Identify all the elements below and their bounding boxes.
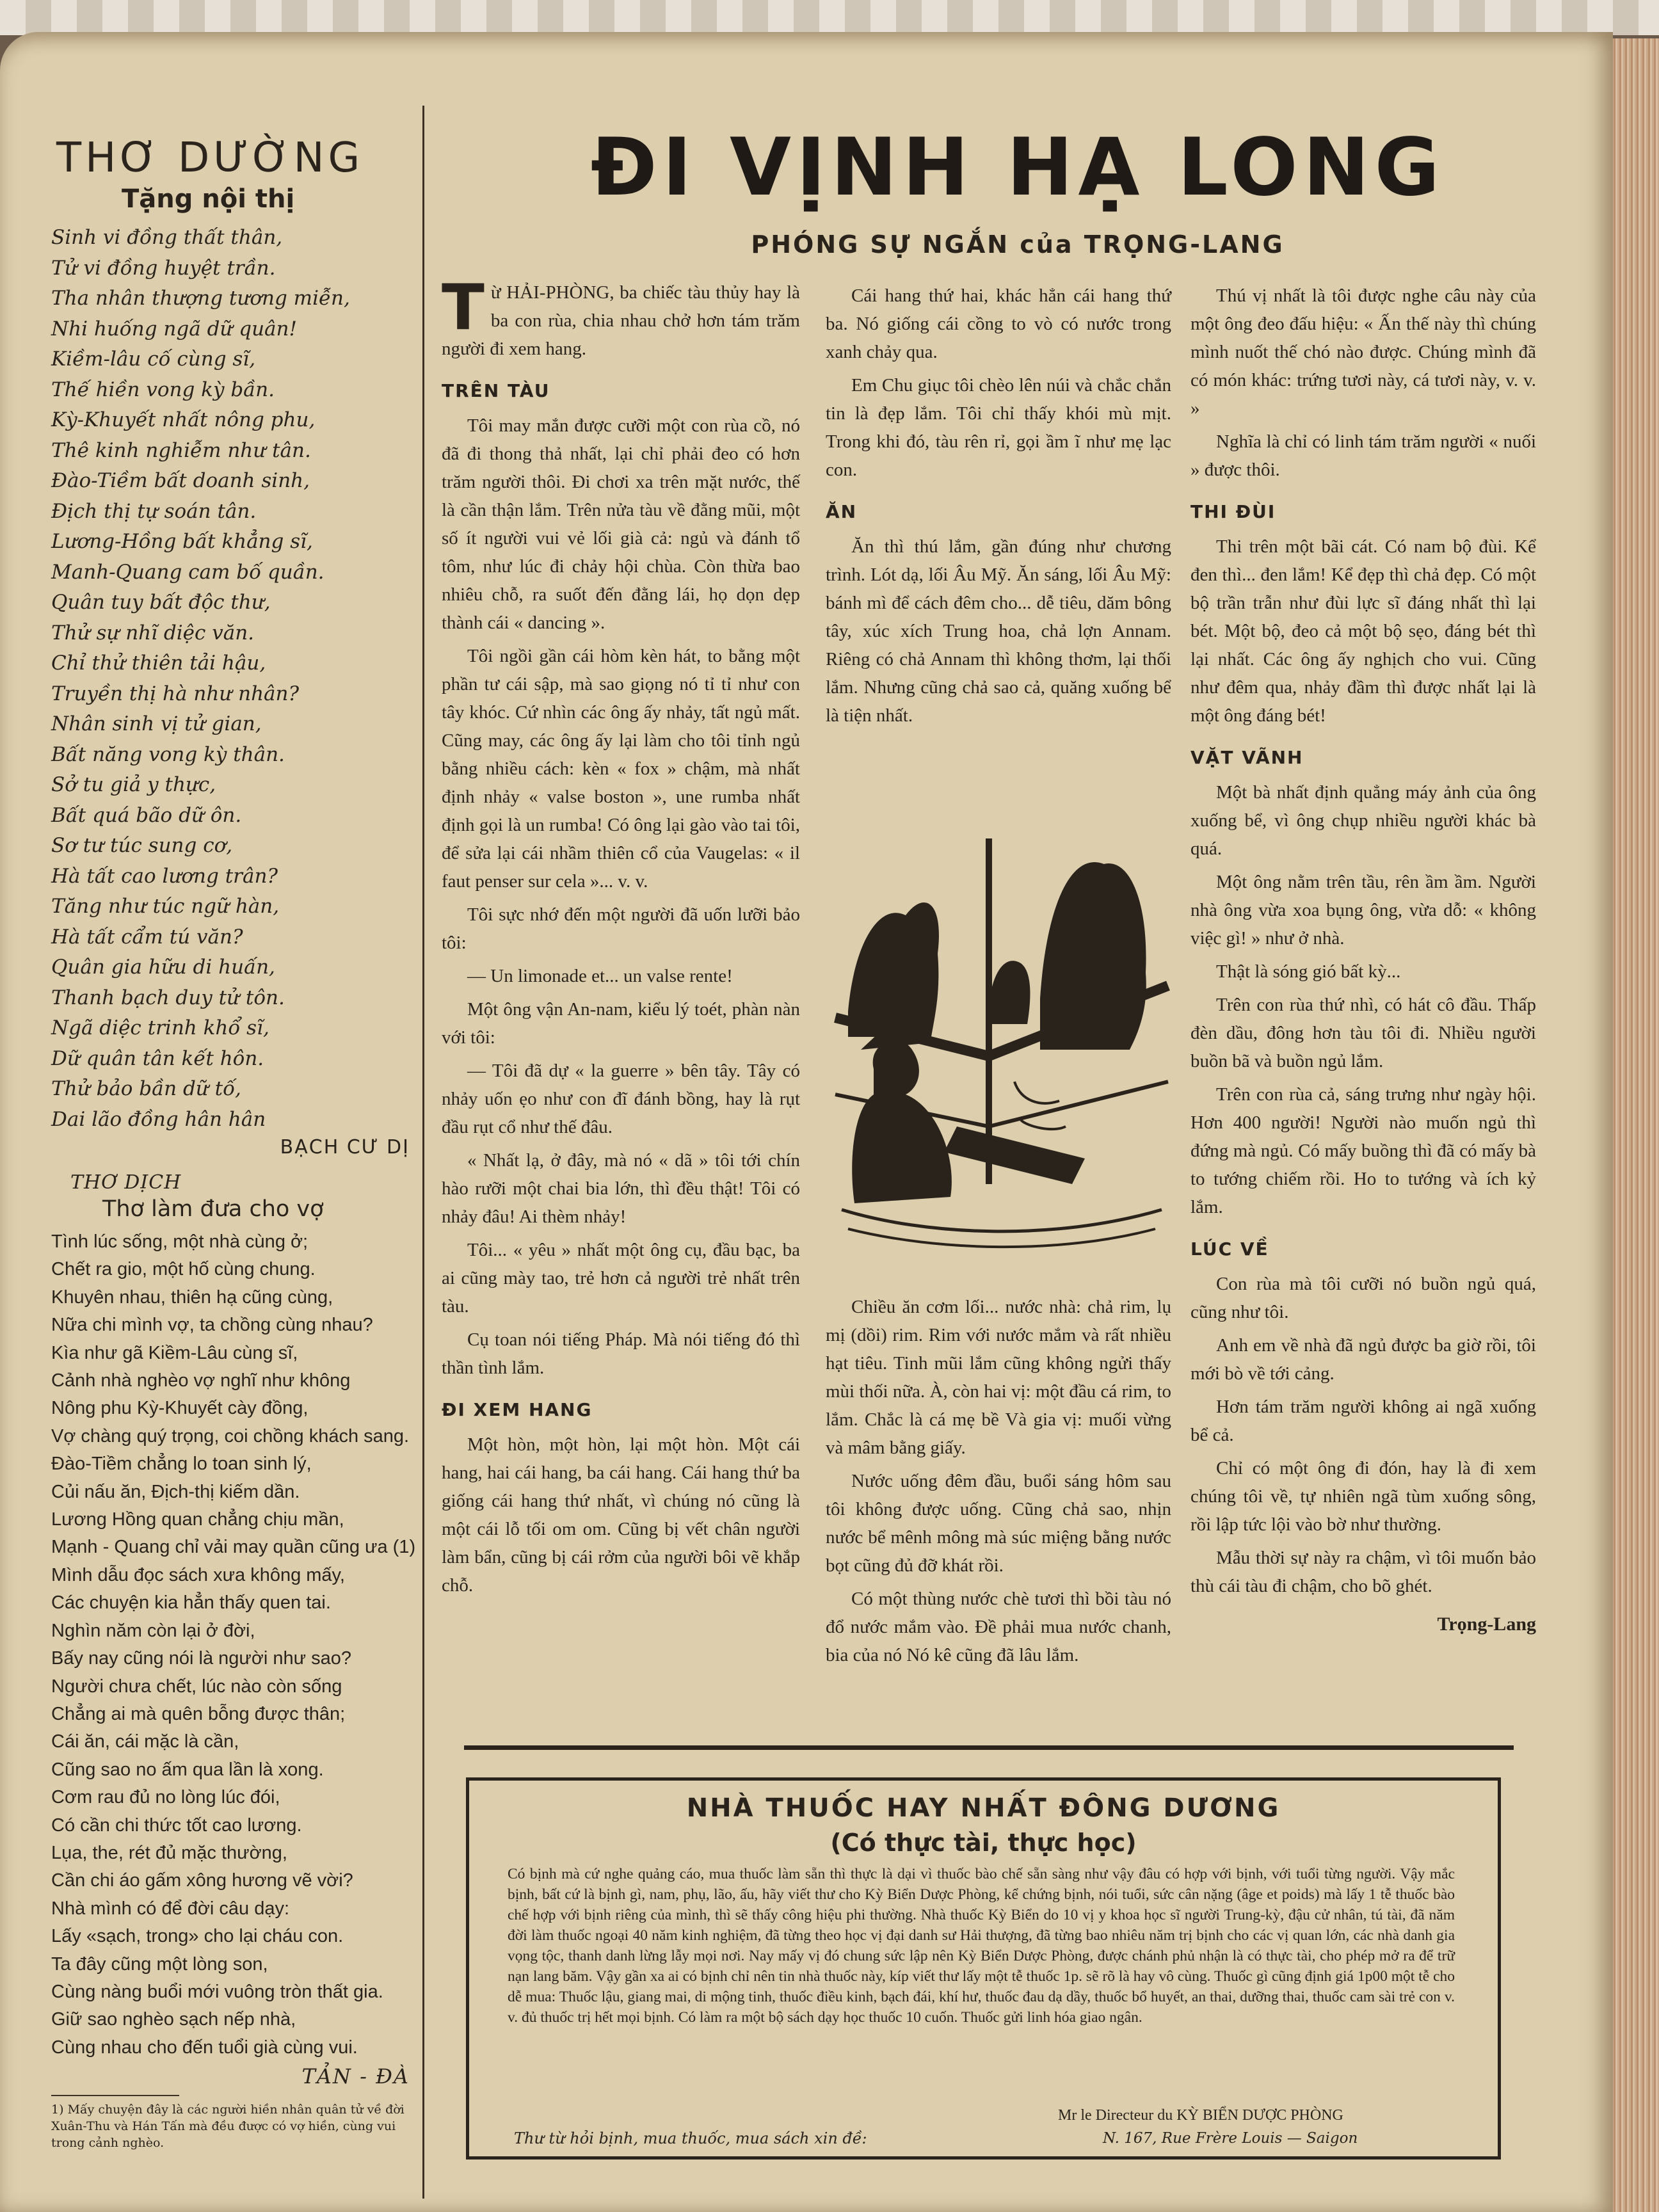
poem2-line: Vợ chàng quý trọng, coi chồng khách sang.: [51, 1425, 410, 1447]
poem2-line: Bấy nay cũng nói là người như sao?: [51, 1648, 351, 1669]
section-heading-vat-vanh: VẶT VÃNH: [1190, 747, 1304, 768]
paragraph: Hơn tám trăm người không ai ngã xuống bể cả.: [1190, 1397, 1536, 1445]
paragraph: Tôi sực nhớ đến một người đã uốn lưỡi bảo tôi:: [442, 904, 800, 953]
poetry-title: THƠ DƯỜNG: [56, 134, 364, 182]
poem2-line: Chết ra gio, một hố cùng chung.: [51, 1259, 316, 1280]
paragraph: Một hòn, một hòn, lại một hòn. Một cái hang, hai cái hang, ba cái hang. Cái hang thứ ba giống cái hang thứ nhất, vì chúng nó cũng là một cái lỗ tối om om. Cũng bị vết chân người làm bẩn, cũng bị cái rởm của người bôi vẽ khắp chỗ.: [442, 1434, 800, 1596]
paragraph: Một ông nằm trên tầu, rên ầm ầm. Người nhà ông vừa xoa bụng ông, vừa dỗ: « không việc gì! » như ở nhà.: [1190, 872, 1536, 949]
translation-label: THƠ DỊCH: [70, 1171, 182, 1194]
poem-chinese: [51, 223, 410, 1135]
paragraph: Tôi may mắn được cưỡi một con rùa cồ, nó đã đi thong thả nhất, lại chỉ phải đeo có hơn trăm người thôi. Đi chơi xa trên mặt nước, thế là cần thận lắm. Trên nửa tàu về đằng mũi, một số ít người vui vẻ lối già cả: ngủ và đánh tổ tôm, như lúc đi chảy hội chùa. Còn thừa bao nhiêu chỗ, ra suốt đến đằng lái, họ dọn dẹp thành cái « dancing ».: [442, 415, 800, 633]
poem1-line: Thử sự nhĩ diệc văn.: [51, 621, 255, 645]
poem2-line: Chẳng ai mà quên bỗng được thân;: [51, 1703, 346, 1724]
poem1-author: BẠCH CƯ DỊ: [280, 1136, 410, 1158]
paragraph: Trên con rùa thứ nhì, có hát cô đầu. Thấp đèn dầu, đông hơn tàu tôi đi. Nhiều người buồn bã và buồn ngủ lắm.: [1190, 995, 1536, 1071]
section-heading-tren-tau: TRÊN TÀU: [442, 380, 550, 401]
poem2-line: Giữ sao nghèo sạch nếp nhà,: [51, 2009, 296, 2030]
karst-rock-right: [1040, 862, 1146, 1050]
paragraph: Anh em về nhà đã ngủ được ba giờ rồi, tôi mới bò về tới cảng.: [1190, 1335, 1536, 1384]
paragraph: — Tôi đã dự « la guerre » bên tây. Tây có nhảy uốn ẹo như con đĩ đánh bồng, hay là rụt đầu rụt cổ như thế đâu.: [442, 1061, 800, 1137]
newspaper-page: [0, 32, 1613, 2212]
poem1-line: Hà tất cẩm tú văn?: [51, 925, 243, 949]
poem2-line: Người chưa chết, lúc nào còn sống: [51, 1676, 342, 1697]
poem1-line: Kỳ-Khuyết nhất nông phu,: [51, 408, 316, 431]
footnote: 1) Mấy chuyện đây là các người hiền nhân quân tử về đời Xuân-Thu và Hán Tấn mà đều được có vợ hiền, cùng vui trong cảnh nghèo.: [51, 2103, 405, 2151]
poem2-line: Cơm rau đủ no lòng lúc đói,: [51, 1787, 280, 1808]
man-legs: [944, 1126, 1085, 1184]
poem1-line: Tử vi đồng huyệt trần.: [51, 256, 276, 280]
poem2-line: Cùng nàng buổi mới vuông tròn thất gia.: [51, 1981, 383, 2002]
seated-man: [852, 1041, 952, 1203]
poem2-line: Cảnh nhà nghèo vợ nghĩ như không: [51, 1370, 351, 1391]
section-heading-luc-ve: LÚC VỀ: [1190, 1238, 1269, 1260]
poem2-line: Lụa, the, rét đủ mặc thường,: [51, 1842, 287, 1863]
poem2-line: Nữa chi mình vợ, ta chồng cùng nhau?: [51, 1315, 373, 1336]
poem1-line: Đào-Tiềm bất doanh sinh,: [51, 469, 310, 492]
article-column-2: [826, 282, 1171, 735]
ad-top-rule: [464, 1745, 1514, 1750]
paragraph: Một bà nhất định quẳng máy ảnh của ông xuống bể, vì ông chụp nhiều người khác bà quá.: [1190, 782, 1536, 859]
ad-title: NHÀ THUỐC HAY NHẤT ĐÔNG DƯƠNG: [686, 1793, 1281, 1823]
poem1-line: Truyền thị hà như nhân?: [51, 682, 300, 705]
poem1-line: Chỉ thử thiên tải hậu,: [51, 652, 266, 675]
paragraph: Thú vị nhất là tôi được nghe câu này của một ông đeo đấu hiệu: « Ấn thế này thì chúng mình nuốt thế chó nào được. Chúng mình đã có món khác: trứng tươi này, cá tươi này, v. v. »: [1190, 285, 1536, 419]
article-signature: Trọng-Lang: [1437, 1614, 1536, 1635]
poem1-line: Sinh vi đồng thất thân,: [51, 226, 283, 249]
poem2-line: Các chuyện kia hẳn thấy quen tai.: [51, 1592, 331, 1614]
deck-planks: [842, 1210, 1162, 1231]
poem2-line: Ta đây cũng một lòng son,: [51, 1953, 268, 1975]
poem2-title: Thơ làm đưa cho vợ: [102, 1196, 324, 1222]
poem2-line: Có cần chi thức tốt cao lương.: [51, 1815, 302, 1836]
poem2-line: Mình dẫu đọc sách xưa không mấy,: [51, 1564, 345, 1585]
poem-translation: [51, 1228, 416, 2062]
poem1-line: Dai lão đồng hân hân: [51, 1107, 266, 1131]
poem1-line: Kiềm-lâu cố cùng sĩ,: [51, 348, 256, 371]
paragraph: Tôi... « yêu » nhất một ông cụ, đầu bạc, ba ai cũng mày tao, trẻ hơn cả người trẻ nhất trên tàu.: [442, 1240, 800, 1317]
poem2-line: Tình lúc sống, một nhà cùng ở;: [51, 1231, 309, 1252]
poem2-line: Cùng nhau cho đến tuổi già cùng vui.: [51, 2037, 358, 2058]
ad-contact-address: N. 167, Rue Frère Louis — Saigon: [1103, 2130, 1358, 2147]
poem1-line: Thử bảo bần dữ tố,: [51, 1077, 241, 1100]
poem2-line: Mạnh - Quang chỉ vải may quần cũng ưa (1): [51, 1537, 416, 1558]
paragraph: Chiều ăn cơm lối... nước nhà: chả rim, lụ mị (dồi) rim. Rim với nước mắm và rất nhiều hạt tiêu. Tinh mũi lắm cũng không ngửi thấy mùi thối nữa. À, còn hai vị: một đầu cá rim, to lắm. Chắc là cá mẹ bề Và gia vị: muối vừng và mâm bằng giấy.: [826, 1297, 1171, 1458]
poem1-line: Thê kinh nghiễm như tân.: [51, 438, 311, 462]
poem1-line: Địch thị tự soán tân.: [51, 499, 257, 523]
footnote-divider: [51, 2095, 179, 2096]
drop-cap: T: [442, 271, 485, 344]
ad-subtitle: (Có thực tài, thực học): [830, 1829, 1137, 1857]
poem2-line: Lương Hồng quan chẳng chịu mần,: [51, 1509, 344, 1530]
karst-rock-left: [848, 902, 939, 1037]
poem2-line: Cái ăn, cái mặc là cần,: [51, 1731, 239, 1752]
intro-paragraph: ừ HẢI-PHÒNG, ba chiếc tàu thủy hay là ba con rùa, chia nhau chở hơn tám trăm người đi xem hang.: [442, 282, 800, 359]
section-heading-thi-dui: THI ĐÙI: [1190, 501, 1276, 522]
poem1-line: Nhi huống ngã dữ quân!: [51, 317, 297, 341]
poem1-line: Tăng như túc ngữ hàn,: [51, 895, 280, 918]
poem1-line: Lương-Hồng bất khẳng sĩ,: [51, 530, 313, 553]
paragraph: Mẫu thời sự này ra chậm, vì tôi muốn bảo thù cái tàu đi chậm, cho bõ ghét.: [1190, 1548, 1536, 1596]
paragraph: Cái hang thứ hai, khác hẳn cái hang thứ ba. Nó giống cái cồng to vò có nước trong xanh chảy qua.: [826, 285, 1171, 362]
tablecloth-background: [0, 0, 1659, 35]
poem2-line: Nghìn năm còn lại ở đời,: [51, 1620, 255, 1641]
karst-rock-small: [989, 961, 1030, 1024]
poem1-line: Thanh bạch duy tử tôn.: [51, 986, 285, 1009]
paragraph: Nghĩa là chỉ có linh tám trăm người « nuối » được thôi.: [1190, 431, 1536, 480]
poem1-line: Bất quá bão dữ ôn.: [51, 803, 242, 827]
article-headline: ĐI VỊNH HẠ LONG: [590, 122, 1445, 214]
article-column-1: [442, 271, 800, 1605]
ad-contact-name: Mr le Directeur du KỲ BIỂN DƯỢC PHÒNG: [1058, 2107, 1343, 2124]
ad-body: Có bịnh mà cứ nghe quảng cáo, mua thuốc làm sẵn thì thực là dại vì thuốc bào chế sẵn sàng như vậy đâu có hợp với bịnh, với tuổi từng người. Vậy mắc bịnh, bất cứ là bịnh gì, nam, phụ, lão, ấu, hãy viết thư cho Kỳ Biển Dược Phòng, kể chứng bịnh, nói tuổi, sức cân nặng (âge et poids) mà lấy 1 tễ thuốc bào chế hợp với bịnh riêng của mình, thì sẽ thấy công hiệu phi thường. Nhà thuốc Kỳ Biển do 10 vị y khoa học sĩ người Trung-kỳ, đậu cử nhân, tú tài, đã năm đời làm thuốc ngoại 40 năm kinh nghiệm, đã từng theo học vị đại danh sư Hải thượng, đã từng bao nhiêu năm trị bịnh cho các vị quan lớn, các nhà danh gia vọng tộc, thanh danh lừng lẫy mọi nơi. Nay mấy vị đó chung sức lập nên Kỳ Biển Dược Phòng, được chánh phủ nhận là có thực tài, cho phép mở ra để trữ nạn lang băm. Vậy gần xa ai có bịnh chỉ nên tin nhà thuốc này, kíp viết thư lấy một tễ thuốc 1p. sẽ rõ là hay vô cùng. Thuốc gì cũng định giá 1p00 một tễ cho dễ mua: Thuốc lậu, giang mai, di mộng tinh, thuốc điều kinh, bạch đái, khí hư, thuốc đau dạ dầy, thuốc bổ huyết, an thai, dưỡng thai, thuốc cam sài trẻ con v. v. đủ thuốc trị hết mọi bịnh. Có làm ra một bộ sách dạy học thuốc 10 cuốn. Thuốc gửi linh hóa giao ngân.: [508, 1866, 1455, 2026]
paragraph: Con rùa mà tôi cưỡi nó buồn ngủ quá, cũng như tôi.: [1190, 1274, 1536, 1322]
paragraph: Thi trên một bãi cát. Có nam bộ đùi. Kể đen thì... đen lắm! Kể đẹp thì chả đẹp. Có một bộ trần trẫn như đùi lực sĩ đáng nhất thì lại bét. Một bộ, đeo cả một bộ sẹo, đáng bét thì lại nhất. Các ông ấy nghịch cho vui. Cũng như đêm qua, nhảy đầm thì được nhất lại là một ông đáng bét!: [1190, 536, 1536, 726]
article-column-3: [1190, 282, 1536, 1644]
paragraph: Một ông vận An-nam, kiểu lý toét, phàn nàn với tôi:: [442, 999, 800, 1048]
paragraph: Có một thùng nước chè tươi thì bồi tàu nó đổ nước mắm vào. Đề phải mua nước chanh, bia của nó Nó kê cũng đã lâu lắm.: [826, 1589, 1171, 1665]
section-heading-an: ĂN: [826, 501, 858, 522]
poem2-line: Nhà mình có để đời câu dạy:: [51, 1898, 290, 1919]
paragraph: « Nhất lạ, ở đây, mà nó « dã » tôi tới chín hào rưỡi một chai bia lớn, thì đều thật! Tôi có nhảy đâu! Ai thèm nhảy!: [442, 1150, 800, 1227]
ad-contact-label: Thư từ hỏi bịnh, mua thuốc, mua sách xin đề:: [514, 2129, 867, 2147]
column-divider: [422, 106, 424, 2199]
section-heading-di-xem-hang: ĐI XEM HANG: [442, 1399, 593, 1420]
poem1-line: Tha nhân thượng tương miễn,: [51, 287, 350, 310]
poem1-line: Quân gia hữu di huấn,: [51, 956, 275, 979]
paragraph: Tôi ngồi gần cái hòm kèn hát, to bằng một phần tư cái sập, mà sao giọng nó tỉ tỉ như con tây khóc. Cứ nhìn các ông ấy nhảy, tất ngủ mất. Cũng may, các ông ấy lại làm cho tôi tỉnh ngủ bằng nhiều cách: kèn « fox » chậm, mà nhất định nhảy « valse boston », une rumba nhất định gọi là un rumba! Có ông lại gào vào tai tôi, để sửa lại cái nhầm thiên cổ của Vaugelas: « il faut penser sur cela »... v. v.: [442, 646, 800, 892]
article-column-2-continued: [826, 1293, 1171, 1674]
poem1-line: Sơ tư túc sung cơ,: [51, 834, 233, 857]
poem2-line: Cần chi áo gấm xông hương vẽ vời?: [51, 1870, 353, 1891]
poem1-line: Nhân sinh vị tử gian,: [51, 712, 262, 735]
poem1-line: Ngã diệc trinh khổ sĩ,: [51, 1016, 269, 1039]
poem2-line: Cũng sao no ấm qua lần là xong.: [51, 1759, 324, 1780]
poem1-line: Bất năng vong kỳ thân.: [51, 742, 285, 766]
poem1-line: Quân tuy bất độc thư,: [51, 591, 271, 614]
paragraph: Ăn thì thú lắm, gần đúng như chương trình. Lót dạ, lối Âu Mỹ. Ăn sáng, lối Âu Mỹ: bánh mì để cách đêm cho... dễ tiêu, dăm bông tây, xúc xích Trung hoa, chả lợn Annam. Riêng có chả Annam thì không thơm, lại thối lắm. Nhưng cũng chả sao cả, quăng xuống bể là tiện nhất.: [826, 536, 1171, 726]
poem2-line: Nông phu Kỳ-Khuyết cày đồng,: [51, 1398, 309, 1419]
woodcut-illustration: [829, 826, 1174, 1261]
poem2-line: Khuyên nhau, thiên hạ cũng cùng,: [51, 1286, 333, 1308]
poem2-line: Củi nấu ăn, Địch-thị kiếm dần.: [51, 1481, 300, 1502]
poem1-line: Hà tất cao lương trân?: [51, 864, 278, 888]
poem1-line: Manh-Quang cam bố quần.: [51, 560, 325, 584]
pharmacy-advertisement: [466, 1777, 1501, 2160]
poem1-line: Dữ quân tân kết hôn.: [51, 1046, 264, 1070]
paragraph: Nước uống đêm đầu, buổi sáng hôm sau tôi không được uống. Cũng chả sao, nhịn nước bể mênh mông mà súc miệng bằng nước bọt cũng đủ đỡ khát rồi.: [826, 1471, 1171, 1576]
poem2-line: Kìa như gã Kiềm-Lâu cùng sĩ,: [51, 1342, 298, 1363]
poem2-line: Lấy «sạch, trong» cho lại cháu con.: [51, 1926, 344, 1947]
poetry-dedication: Tặng nội thị: [122, 184, 295, 214]
paragraph: Em Chu giục tôi chèo lên núi và chắc chắn tin là đẹp lắm. Tôi chỉ thấy khói mù mịt. Trong khi đó, tàu rên rỉ, gọi ầm ĩ như mẹ lạc con.: [826, 375, 1171, 480]
poem1-line: Thế hiền vong kỳ bần.: [51, 378, 275, 401]
paragraph: Chỉ có một ông đi đón, hay là đi xem chúng tôi về, tự nhiên ngã tùm xuống sông, rồi lập tức lội vào bờ như thường.: [1190, 1458, 1536, 1535]
poem2-line: Đào-Tiềm chẳng lo toan sinh lý,: [51, 1454, 312, 1475]
paragraph: — Un limonade et... un valse rente!: [467, 966, 733, 986]
paragraph: Cụ toan nói tiếng Pháp. Mà nói tiếng đó thì thần tình lắm.: [442, 1329, 800, 1378]
paragraph: Thật là sóng gió bất kỳ...: [1216, 961, 1401, 982]
paragraph: Trên con rùa cả, sáng trưng như ngày hội. Hơn 400 người! Người nào muốn ngủ thì đứng mà ngủ. Có mấy buồng thì đã có mấy bà to tướng chiếm rồi. Ho to tướng và ích kỷ lắm.: [1190, 1084, 1536, 1217]
poetry-column: [51, 90, 416, 2151]
article-byline: PHÓNG SỰ NGẮN của TRỌNG-LANG: [751, 230, 1285, 259]
poem2-author: TẢN - ĐÀ: [301, 2064, 410, 2089]
poem1-line: Sở tu giả y thực,: [51, 773, 216, 796]
